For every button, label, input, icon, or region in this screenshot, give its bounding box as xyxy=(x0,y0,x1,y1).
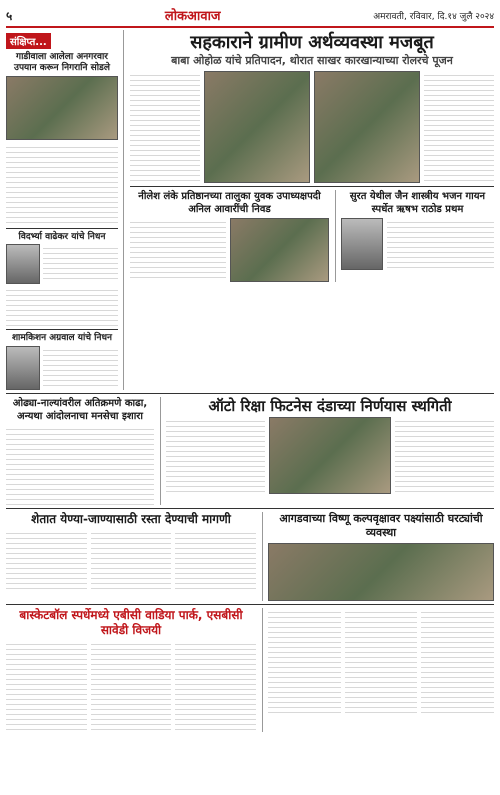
obituary-portrait-1 xyxy=(6,244,40,284)
story7-headline: आगडवाच्या विष्णू कल्पवृक्षावर पक्ष्यांसाठी घरट्यांची व्यवस्था xyxy=(279,512,483,540)
page-number: ५ xyxy=(6,8,13,23)
story5-photo xyxy=(269,417,391,494)
story3-portrait xyxy=(341,218,383,270)
main-headline: सहकाराने ग्रामीण अर्थव्यवस्था मजबूत xyxy=(190,32,434,53)
story6-headline: शेतात येण्या-जाण्यासाठी रस्ता देण्याची मागणी xyxy=(31,512,231,527)
masthead xyxy=(6,4,494,28)
date-line: अमरावती, रविवार, दि.१४ जुलै २०२४ xyxy=(373,11,494,22)
main-column xyxy=(130,30,494,390)
brief-headline-1: गाडीवाला आलेला अनगरवार उपयान करून निगरानि सोडले xyxy=(14,52,110,73)
main-photo-1 xyxy=(204,71,310,183)
story2-photo xyxy=(230,218,328,282)
story5-headline: ऑटो रिक्षा फिटनेस दंडाच्या निर्णयास स्थगिती xyxy=(208,397,452,416)
brief-text-1 xyxy=(6,143,118,225)
story4-headline: ओढ्या-नाल्यांवरील अतिक्रमणे काढा, अन्यथा आंदोलनाचा मनसेचा इशारा xyxy=(12,398,148,423)
main-subheadline: बाबा ओहोळ यांचे प्रतिपादन, थोरात साखर कारखान्याच्या रोलरचे पूजन xyxy=(171,54,453,67)
story2-headline: नीलेश लंके प्रतिष्ठानच्या तालुका युवक उपाध्यक्षपदी अनिल आवारींची निवड xyxy=(138,191,321,215)
story7-photo xyxy=(268,543,494,601)
obituary-portrait-2 xyxy=(6,346,40,390)
briefs-column xyxy=(6,30,124,390)
brief-photo xyxy=(6,76,118,140)
brief-headline-2: विदर्भ्या वाढेकर यांचे निधन xyxy=(18,231,106,242)
brief-headline-3: शामकिशन अग्रवाल यांचे निधन xyxy=(11,333,113,344)
newspaper-logo: लोकआवाज xyxy=(164,9,221,24)
briefs-tag: संक्षिप्त... xyxy=(6,33,51,49)
main-photo-2 xyxy=(314,71,420,183)
story3-headline: सुरत येथील जैन शास्त्रीय भजन गायन स्पर्धेत ऋषभ राठोड प्रथम xyxy=(349,191,486,215)
story8-headline: बास्केटबॉल स्पर्धेमध्ये एबीसी वाडिया पार्क, एसबीसी सावेडी विजयी xyxy=(19,608,243,638)
